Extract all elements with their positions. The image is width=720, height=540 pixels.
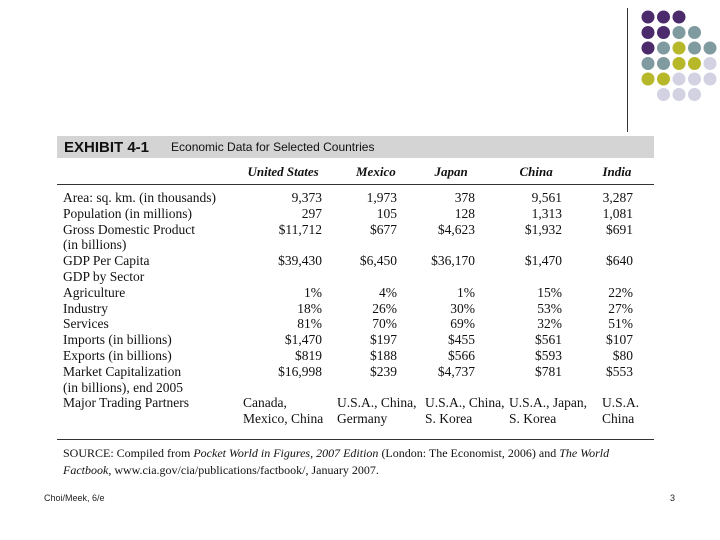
table-row (57, 364, 654, 380)
table-cell: $677 (370, 221, 397, 237)
decorative-dot (657, 88, 670, 101)
row-label: Services (63, 316, 109, 332)
column-header: Japan (434, 164, 468, 179)
decorative-dot (688, 73, 701, 86)
exhibit-title: EXHIBIT 4-1 (64, 138, 150, 156)
decorative-dot (642, 26, 655, 39)
table-row (57, 206, 654, 222)
decorative-dot (688, 42, 701, 55)
table-row (57, 285, 654, 301)
table-cell: China (602, 411, 635, 427)
decorative-dot (673, 73, 686, 86)
decorative-dot (657, 26, 670, 39)
table-cell: 53% (537, 300, 562, 316)
table-cell: $1,932 (524, 221, 562, 237)
table-cell: $781 (535, 363, 562, 379)
table-cell: $561 (535, 332, 562, 348)
decorative-dot (657, 73, 670, 86)
decorative-dot (688, 57, 701, 70)
table-cell: 27% (608, 300, 633, 316)
decorative-dot (688, 26, 701, 39)
decorative-dot-grid (0, 0, 720, 130)
row-label: Major Trading Partners (63, 395, 189, 411)
table-cell: U.S.A., China, (425, 395, 505, 411)
table-cell: $593 (535, 348, 562, 363)
table-row (57, 301, 654, 317)
table-cell: Canada, (243, 395, 287, 411)
table-cell: $6,450 (359, 253, 397, 269)
table-row (57, 269, 654, 285)
table-cell: 22% (608, 284, 633, 300)
table-cell: $4,737 (437, 363, 475, 379)
column-headers (57, 162, 654, 184)
table-cell: S. Korea (425, 411, 473, 427)
table-cell: $39,430 (278, 253, 322, 269)
source-prefix: SOURCE: Compiled from (63, 446, 194, 460)
table-cell: Mexico, China (243, 411, 324, 427)
table-cell: U.S.A. (602, 395, 640, 411)
row-label: GDP Per Capita (63, 253, 150, 269)
decorative-dot (704, 73, 717, 86)
table-cell: 297 (301, 205, 322, 221)
decorative-dot (657, 42, 670, 55)
source-suffix: , www.cia.gov/cia/publications/factbook/, January 2007. (108, 463, 379, 477)
table-cell: 81% (297, 316, 322, 332)
decorative-dot (642, 73, 655, 86)
table-cell: 105 (376, 205, 397, 221)
table-cell: 1% (304, 284, 322, 300)
table-body (57, 185, 654, 439)
table-cell: 9,561 (531, 190, 562, 205)
table-cell: 1,973 (366, 190, 397, 205)
row-label: (in billions) (63, 237, 127, 253)
table-row (57, 222, 654, 238)
row-label: Area: sq. km. (in thousands) (63, 190, 216, 205)
row-label: Market Capitalization (63, 363, 182, 379)
table-cell: Germany (337, 411, 388, 427)
table-cell: 3,287 (602, 190, 633, 205)
page-number: 3 (670, 493, 676, 503)
table-row (57, 380, 654, 396)
table-cell: $36,170 (431, 253, 475, 269)
footer-credit: Choi/Meek, 6/e (44, 493, 105, 503)
row-label: (in billions), end 2005 (63, 379, 183, 395)
decorative-dot (642, 42, 655, 55)
decorative-dot (704, 57, 717, 70)
decorative-dot (657, 57, 670, 70)
table-cell: $640 (606, 253, 633, 269)
table-cell: 69% (450, 316, 475, 332)
row-label: Imports (in billions) (63, 332, 172, 348)
exhibit-subtitle: Economic Data for Selected Countries (171, 140, 375, 154)
decorative-dot (642, 57, 655, 70)
table-cell: 1,081 (602, 205, 633, 221)
row-label: Industry (63, 300, 108, 316)
table-cell: 18% (297, 300, 322, 316)
row-label: GDP by Sector (63, 269, 145, 284)
table-row (57, 332, 654, 348)
decorative-dot (642, 11, 655, 24)
table-cell: 4% (379, 284, 397, 300)
exhibit-table (57, 136, 654, 479)
table-cell: $11,712 (278, 221, 322, 237)
table-cell: 128 (454, 205, 475, 221)
decorative-vertical-line (627, 8, 628, 132)
table-cell: 378 (454, 190, 475, 205)
decorative-dot (704, 42, 717, 55)
table-cell: S. Korea (509, 411, 557, 427)
table-cell: 1% (457, 284, 475, 300)
column-header: United States (247, 164, 319, 179)
decorative-dot (688, 88, 701, 101)
column-header: India (602, 164, 632, 179)
row-label: Gross Domestic Product (63, 221, 195, 237)
table-cell: 15% (537, 284, 562, 300)
decorative-dot (673, 26, 686, 39)
source-factbook: The World Factbook (63, 446, 610, 477)
table-cell: $107 (606, 332, 633, 348)
table-cell: $197 (370, 332, 397, 348)
table-cell: $188 (370, 348, 397, 363)
column-header: China (519, 164, 553, 179)
table-row (57, 395, 654, 411)
table-cell: 70% (372, 316, 397, 332)
column-header: Mexico (356, 164, 396, 179)
table-cell: 30% (450, 300, 475, 316)
table-row (57, 253, 654, 269)
table-cell: 32% (537, 316, 562, 332)
table-cell: 26% (372, 300, 397, 316)
decorative-dot (673, 42, 686, 55)
source-middle: (London: The Economist, 2006) and (378, 446, 560, 460)
table-cell: 9,373 (291, 190, 322, 205)
table-cell: $1,470 (284, 332, 322, 348)
table-cell: $239 (370, 363, 397, 379)
decorative-dot (673, 88, 686, 101)
table-row (57, 411, 654, 427)
table-cell: $16,998 (278, 363, 322, 379)
table-row (57, 190, 654, 206)
table-cell: U.S.A., Japan, (509, 395, 587, 411)
table-cell: $4,623 (437, 221, 475, 237)
source-book: Pocket World in Figures, 2007 Edition (193, 446, 379, 460)
row-label: Population (in millions) (63, 205, 193, 221)
decorative-dot (657, 11, 670, 24)
table-cell: $1,470 (524, 253, 562, 269)
table-cell: U.S.A., China, (337, 395, 417, 411)
row-label: Agriculture (63, 284, 126, 300)
table-cell: $455 (448, 332, 475, 348)
source-note (57, 440, 654, 479)
decorative-dot (673, 11, 686, 24)
table-cell: 1,313 (531, 205, 562, 221)
exhibit-header (57, 136, 654, 158)
decorative-dot (673, 57, 686, 70)
table-cell: 51% (608, 316, 633, 332)
table-cell: $691 (606, 221, 633, 237)
table-row (57, 316, 654, 332)
table-cell: $819 (295, 348, 322, 363)
table-row (57, 237, 654, 253)
table-cell: $553 (606, 363, 633, 379)
row-label: Exports (in billions) (63, 348, 172, 363)
table-cell: $566 (448, 348, 475, 363)
table-cell: $80 (612, 348, 633, 363)
table-row (57, 348, 654, 364)
